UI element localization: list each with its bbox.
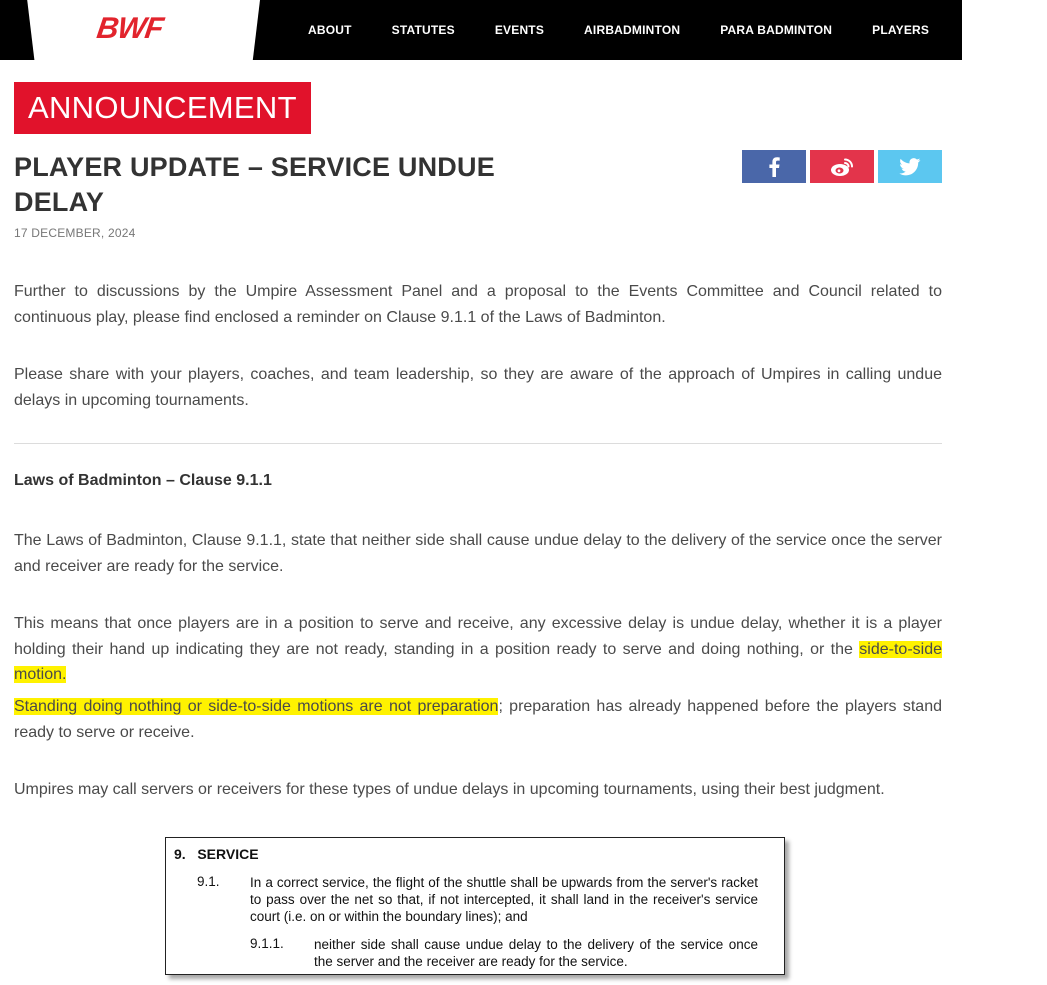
clause-paragraph: The Laws of Badminton, Clause 9.1.1, state that neither side shall cause undue delay to the delivery of the service once the server and receiver are ready for the service. bbox=[14, 532, 942, 575]
preparation-text: ; preparation has already happened before the players stand ready to serve or receive. bbox=[14, 698, 942, 741]
clause-91-text: In a correct service, the flight of the shuttle shall be upwards from the server's racket to pass over the net so that, if not intercepted, it shall land in the receiver's service court (i.e. on or within the boundary lines); and bbox=[250, 875, 758, 924]
section-heading: Laws of Badminton – Clause 9.1.1 bbox=[14, 472, 272, 489]
share-twitter-button[interactable] bbox=[878, 150, 942, 183]
highlighted-text: side-to-side motion. bbox=[14, 640, 942, 683]
share-weibo-button[interactable] bbox=[810, 150, 874, 183]
law-section-heading: 9. SERVICE bbox=[174, 846, 259, 862]
facebook-icon bbox=[768, 157, 780, 177]
law-excerpt-image bbox=[165, 837, 785, 975]
nav-events[interactable]: EVENTS bbox=[494, 23, 545, 37]
twitter-icon bbox=[899, 158, 921, 176]
clause-911-number: 9.1.1. bbox=[250, 936, 284, 951]
nav-airbadminton[interactable]: AIRBADMINTON bbox=[584, 23, 681, 37]
bwf-logo[interactable]: BWF bbox=[94, 12, 165, 45]
nav-para-badminton[interactable]: PARA BADMINTON bbox=[720, 23, 833, 37]
preparation-paragraph bbox=[14, 694, 942, 745]
clause-91-number: 9.1. bbox=[197, 874, 220, 889]
share-facebook-button[interactable] bbox=[742, 150, 806, 183]
publish-date: 17 DECEMBER, 2024 bbox=[14, 226, 136, 240]
meaning-text: This means that once players are in a position to serve and receive, any excessive delay is undue delay, whether it is a player holding their hand up indicating they are not ready, standing in a position ready to serve and doing nothing, or the bbox=[14, 615, 942, 658]
highlighted-text: Standing doing nothing or side-to-side motions are not preparation bbox=[14, 698, 499, 715]
category-badge: ANNOUNCEMENT bbox=[14, 82, 311, 134]
main-nav bbox=[308, 0, 1047, 60]
nav-players[interactable]: PLAYERS bbox=[872, 23, 930, 37]
weibo-icon bbox=[830, 157, 854, 177]
top-navigation-bar bbox=[0, 0, 1007, 60]
nav-statutes[interactable]: STATUTES bbox=[391, 23, 455, 37]
share-paragraph: Please share with your players, coaches, and team leadership, so they are aware of the approach of Umpires in calling undue delays in upcoming tournaments. bbox=[14, 366, 942, 409]
clause-911-text: neither side shall cause undue delay to the delivery of the service once the server and the receiver are ready for the service. bbox=[314, 937, 758, 969]
intro-paragraph: Further to discussions by the Umpire Assessment Panel and a proposal to the Events Committee and Council related to continuous play, please find enclosed a reminder on Clause 9.1.1 of the Laws of Badminton. bbox=[14, 283, 942, 326]
nav-about[interactable]: ABOUT bbox=[308, 23, 352, 37]
nav-integrity[interactable]: INTEG bbox=[969, 23, 1007, 37]
page-title: PLAYER UPDATE – SERVICE UNDUE DELAY bbox=[14, 152, 495, 217]
meaning-paragraph bbox=[14, 611, 942, 688]
umpires-paragraph: Umpires may call servers or receivers for these types of undue delays in upcoming tournaments, using their best judgment. bbox=[14, 781, 885, 798]
divider bbox=[14, 443, 942, 444]
